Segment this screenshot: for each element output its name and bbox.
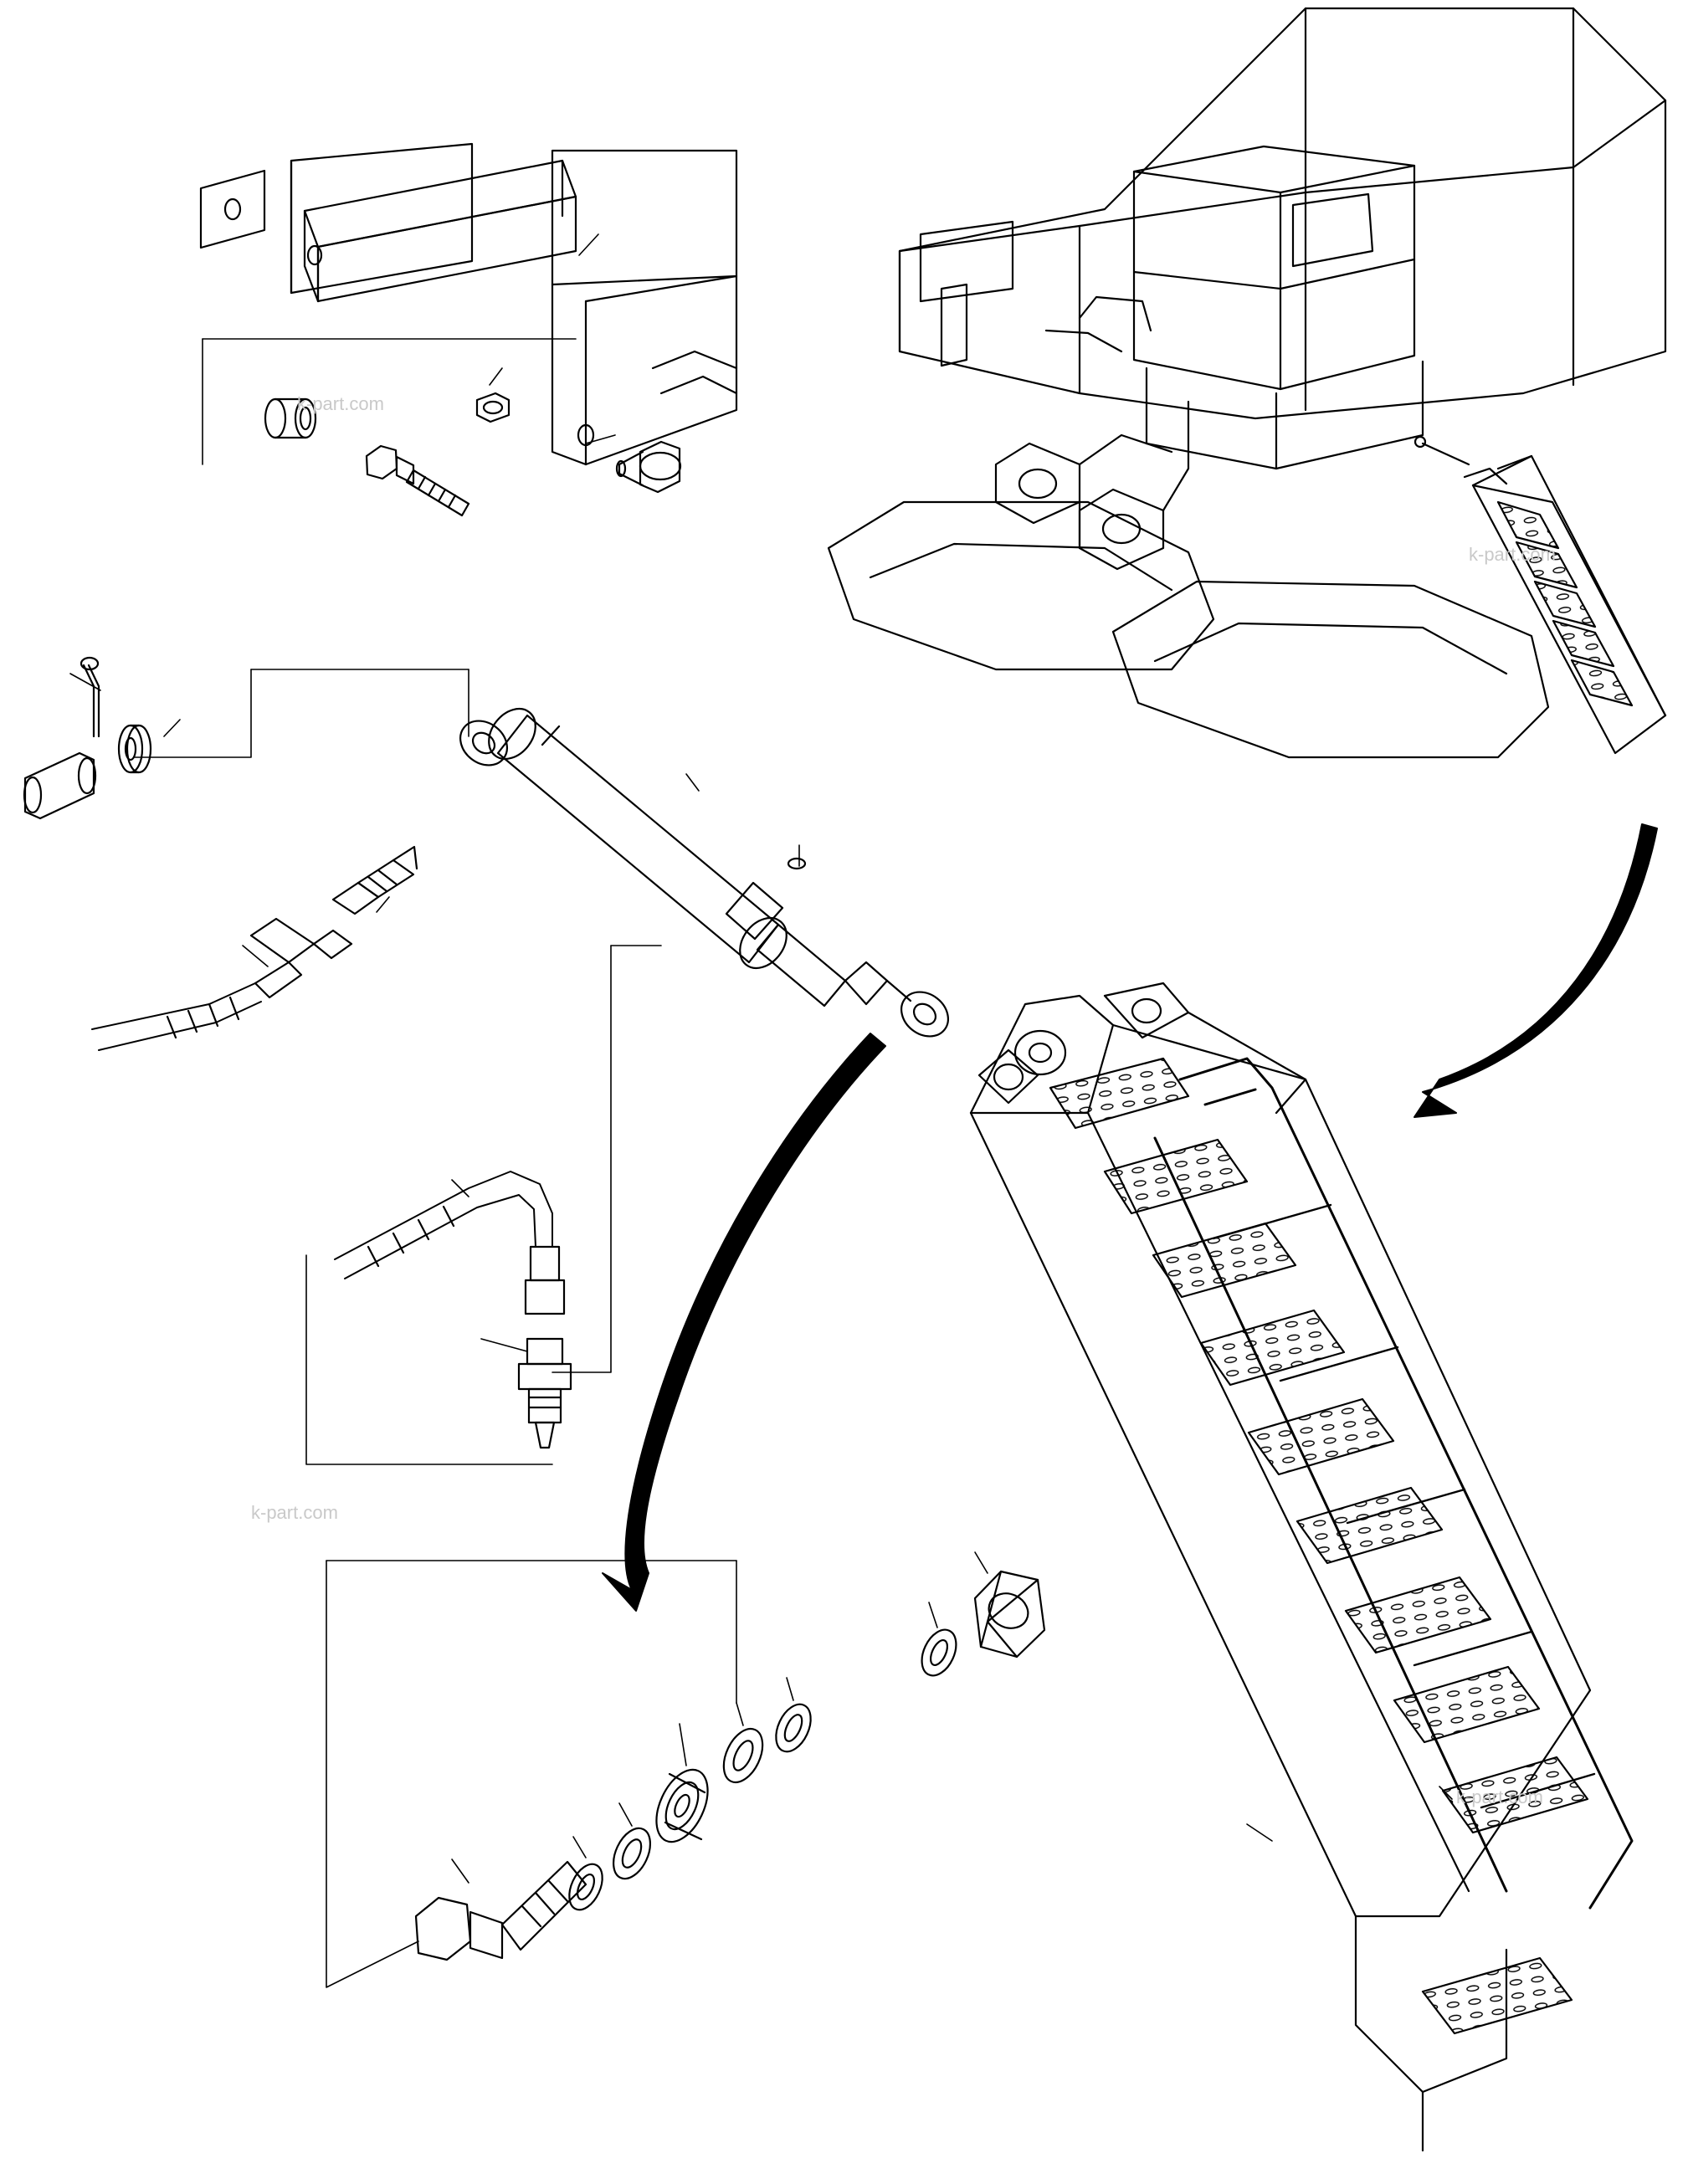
- arrow-machine-to-ladder: [1414, 824, 1657, 1117]
- machine-cab: [1134, 146, 1423, 469]
- hose-assembly-elbow: [335, 1171, 564, 1314]
- machine-ladder: [1415, 437, 1665, 753]
- watermark: k-part.com: [251, 1502, 338, 1523]
- washer-b: [606, 1823, 657, 1884]
- hex-nut-small: [477, 393, 509, 422]
- spherical-bearing: [646, 1761, 718, 1849]
- cylinder-rod-eye: [757, 925, 957, 1045]
- bracket-right-plate: [552, 151, 736, 464]
- clevis-pin: [24, 753, 95, 818]
- watermark: k-part.com: [297, 393, 384, 414]
- cylinder-group: [24, 658, 957, 1464]
- watermark: k-part.com: [1469, 544, 1556, 565]
- washer-e: [915, 1624, 962, 1681]
- washer-c: [716, 1723, 771, 1789]
- machine-overview-group: [829, 8, 1665, 757]
- machine-body: [900, 8, 1665, 418]
- machine-track-left: [829, 502, 1213, 669]
- cylinder-tube: [480, 700, 805, 977]
- bracket-plate-small: [201, 171, 264, 248]
- cylinder-head-eye: [452, 712, 516, 775]
- pivot-leader-lines: [326, 1552, 988, 1987]
- arrow-cylinder-to-ladder: [603, 1033, 885, 1611]
- fitting-nipple: [519, 1339, 571, 1448]
- hose-assembly-straight: [92, 919, 351, 1050]
- ladder-group: [971, 983, 1632, 2151]
- washer-d: [769, 1699, 818, 1757]
- flat-washer: [119, 725, 151, 772]
- hex-bolt-long: [367, 446, 469, 515]
- mounting-bracket-group: [201, 144, 736, 515]
- pivot-hardware-group: [326, 1552, 1044, 1987]
- bracket-channel: [305, 161, 576, 301]
- fitting-straight: [333, 847, 417, 914]
- ladder-steps: [1050, 1059, 1588, 2033]
- washer-a: [562, 1859, 608, 1915]
- machine-boom-mount: [996, 297, 1188, 569]
- machine-track-right: [1113, 582, 1548, 757]
- lock-nut: [975, 1571, 1044, 1657]
- pivot-bolt: [416, 1862, 586, 1960]
- watermark: k-part.com: [1456, 1787, 1543, 1807]
- cotter-pin: [81, 658, 99, 736]
